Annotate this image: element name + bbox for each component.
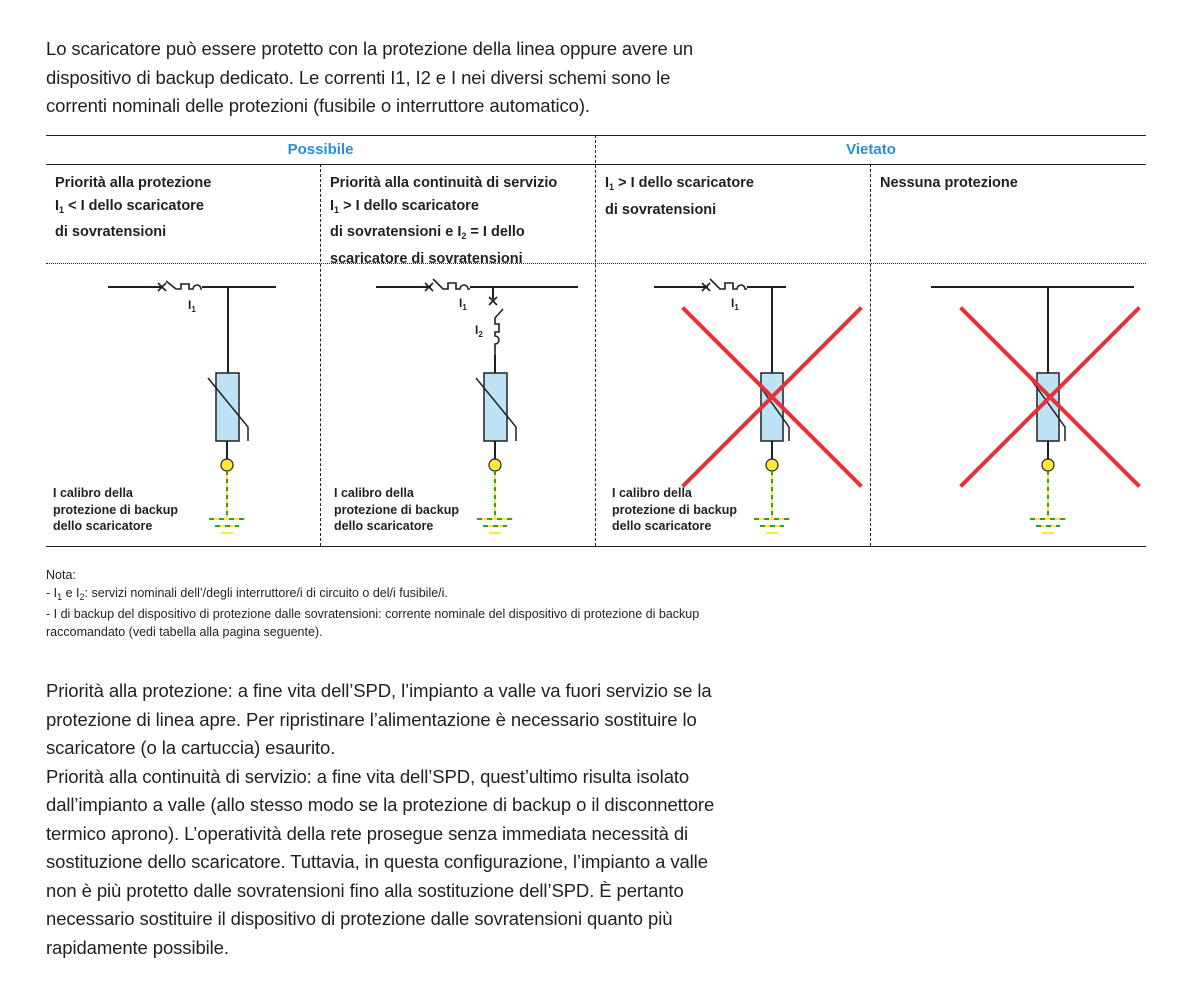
header-line: di sovratensioni xyxy=(605,201,717,218)
body-line: necessario sostituire il dispositivo di protezione dalle sovratensioni quanto più xyxy=(46,908,673,929)
label-line: I calibro della xyxy=(612,486,692,500)
earth-icon xyxy=(754,471,790,533)
symbol: I xyxy=(731,296,735,310)
column-header-no-protection xyxy=(880,172,1140,195)
label-line: protezione di backup xyxy=(334,502,460,517)
note-title: Nota: xyxy=(46,568,76,582)
label-line: dello scaricatore xyxy=(53,519,153,533)
backup-breaker-label xyxy=(475,323,483,339)
body-line: sostituzione dello scaricatore. Tuttavia, in questa configurazione, l’impianto a valle xyxy=(46,851,708,872)
intro-line: dispositivo di backup dedicato. Le correnti I1, I2 e I nei diversi schemi sono le xyxy=(46,66,671,88)
header-text: < I dello scaricatore xyxy=(64,197,204,214)
terminal-icon xyxy=(766,459,778,471)
subscript: 1 xyxy=(609,182,615,192)
breaker-label xyxy=(731,296,739,312)
body-line: protezione di linea apre. Per ripristinare l’alimentazione è necessario sostituire lo xyxy=(46,708,697,730)
terminal-icon xyxy=(221,459,233,471)
column-header-priority-protection xyxy=(55,172,315,244)
prohibited-cross-icon xyxy=(962,309,1138,485)
table-top-rule xyxy=(46,135,1146,136)
body-line: rapidamente possibile. xyxy=(46,936,229,958)
note-text: - xyxy=(46,585,54,600)
diagram-no-protection xyxy=(871,265,1146,545)
header-text: di sovratensioni e xyxy=(330,224,458,240)
header-line xyxy=(55,195,315,222)
symbol: I xyxy=(55,197,60,214)
subscript: 1 xyxy=(734,303,739,312)
earth-icon xyxy=(477,471,513,533)
breaker-fuse-icon xyxy=(166,281,202,289)
note-text: : servizi nominali dell’/degli interruttore/i di circuito o del/i fusibile/i. xyxy=(84,585,448,600)
label-line: I calibro della xyxy=(53,486,133,500)
header-line xyxy=(605,172,865,199)
backup-fuse-icon xyxy=(495,309,503,356)
header-line: Priorità alla continuità di servizio xyxy=(330,175,558,191)
label-line: protezione di backup xyxy=(53,502,179,517)
symbol: I xyxy=(188,298,192,312)
intro-line: Lo scaricatore può essere protetto con la protezione della linea oppure avere un xyxy=(46,38,694,59)
header-line xyxy=(330,221,595,248)
group-header-possibile: Possibile xyxy=(287,141,354,158)
breaker-fuse-icon xyxy=(433,279,470,289)
header-text: > I dello scaricatore xyxy=(339,197,479,214)
terminal-icon xyxy=(489,459,501,471)
spd-varistor-icon xyxy=(476,373,516,441)
earth-icon xyxy=(209,471,245,533)
subscript: 1 xyxy=(57,591,63,602)
spd-varistor-icon xyxy=(208,373,248,441)
intro-paragraph xyxy=(46,35,846,121)
diagram-priority-protection xyxy=(46,265,321,545)
supply-line xyxy=(931,287,1134,373)
group-header-vietato: Vietato xyxy=(846,141,896,158)
header-text: > I dello scaricatore xyxy=(614,175,754,191)
intro-line: correnti nominali delle protezioni (fusibile o interruttore automatico). xyxy=(46,95,590,116)
symbol: I xyxy=(330,197,335,214)
header-line: di sovratensioni xyxy=(55,224,167,240)
breaker-label xyxy=(459,296,467,312)
table-header-rule xyxy=(46,164,1146,165)
header-line: Priorità alla protezione xyxy=(55,175,212,191)
backup-calibre-label xyxy=(612,485,737,535)
body-line: Priorità alla protezione: a fine vita dell’SPD, l’impianto a valle va fuori servizio se la xyxy=(46,680,712,701)
symbol: I xyxy=(459,296,463,310)
supply-line xyxy=(108,281,276,373)
column-header-priority-continuity xyxy=(330,172,595,270)
backup-calibre-label xyxy=(334,485,459,535)
table-dotted-rule xyxy=(46,263,1146,264)
header-line xyxy=(330,195,595,222)
note-text: e xyxy=(62,585,77,600)
header-text: = I dello xyxy=(466,224,525,240)
body-line: dall’impianto a valle (allo stesso modo se la protezione di backup o il disconnettore xyxy=(46,794,715,815)
subscript: 2 xyxy=(461,231,467,241)
backup-calibre-label xyxy=(53,485,178,535)
label-line: I calibro della xyxy=(334,486,414,500)
body-line: Priorità alla continuità di servizio: a fine vita dell’SPD, quest’ultimo risulta isolato xyxy=(46,765,690,787)
table-note xyxy=(46,567,866,641)
header-line: Nessuna protezione xyxy=(880,175,1018,191)
note-item: - I di backup del dispositivo di protezione dalle sovratensioni: corrente nominale del dispositivo di protezione di backup xyxy=(46,607,700,621)
breaker-label xyxy=(188,298,196,314)
symbol: I xyxy=(53,585,58,600)
subscript: 2 xyxy=(79,591,85,602)
subscript: 1 xyxy=(59,204,65,215)
body-line: termico aprono). L’operatività della rete prosegue senza immediata necessità di xyxy=(46,822,689,844)
header-line: scaricatore di sovratensioni xyxy=(330,250,523,267)
subscript: 1 xyxy=(334,204,340,215)
column-header-line-protection-too-high xyxy=(605,172,865,221)
supply-line xyxy=(654,279,786,373)
terminal-icon xyxy=(1042,459,1054,471)
table-bottom-rule xyxy=(46,546,1146,547)
note-item-continued: raccomandato (vedi tabella alla pagina seguente). xyxy=(46,624,323,639)
protection-schemes-table xyxy=(46,135,1146,547)
symbol: I xyxy=(457,224,462,240)
symbol: I xyxy=(605,175,610,191)
subscript: 1 xyxy=(191,305,196,314)
label-line: dello scaricatore xyxy=(612,519,712,533)
subscript: 1 xyxy=(462,303,467,312)
label-line: protezione di backup xyxy=(612,502,738,517)
body-line: scaricatore (o la cartuccia) esaurito. xyxy=(46,737,336,758)
subscript: 2 xyxy=(478,330,483,339)
earth-icon xyxy=(1030,471,1066,533)
body-line: non è più protetto dalle sovratensioni fino alla sostituzione dell’SPD. È pertanto xyxy=(46,879,684,901)
diagram-priority-continuity xyxy=(321,265,596,545)
symbol: I xyxy=(475,323,479,337)
diagram-line-protection-too-high xyxy=(596,265,871,545)
label-line: dello scaricatore xyxy=(334,519,434,533)
explanation-paragraph xyxy=(46,677,846,962)
symbol: I xyxy=(76,585,80,600)
breaker-fuse-icon xyxy=(710,279,747,289)
note-item xyxy=(46,585,866,607)
